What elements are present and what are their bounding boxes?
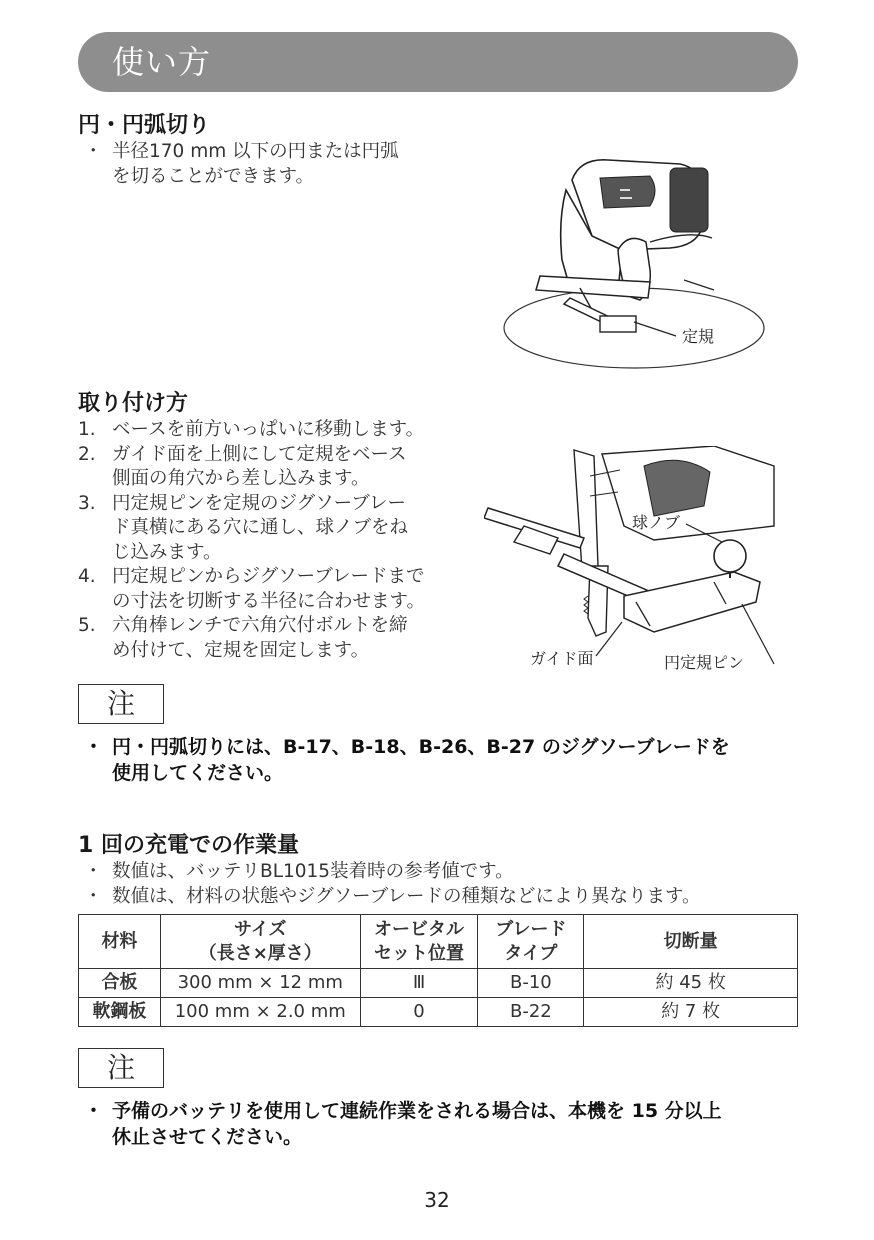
- step-5: [78, 614, 478, 663]
- note-1-text: [84, 734, 844, 786]
- work-notes: [84, 860, 844, 909]
- label-ruler: 定規: [682, 327, 715, 346]
- note-2-line-1: 予備のバッテリを使用して連続作業をされる場合は、本機を 15 分以上: [112, 1100, 722, 1122]
- note-2-text: [84, 1098, 844, 1150]
- bullet: ・: [84, 736, 104, 758]
- guide-rule-figure: [484, 446, 784, 674]
- label-ball-knob: 球ノブ: [632, 513, 681, 532]
- step-4-line-2: の寸法を切断する半径に合わせます。: [112, 590, 426, 612]
- bullet: ・: [84, 861, 103, 882]
- note-1-line-2: 使用してください。: [112, 762, 284, 784]
- page-title: 使い方: [112, 43, 212, 81]
- table-row: [79, 969, 798, 998]
- bullet: ・: [84, 885, 103, 907]
- table-header-row: [79, 915, 798, 969]
- step-number: 3.: [78, 492, 96, 514]
- cell-size: 100 mm × 2.0 mm: [160, 998, 360, 1027]
- step-number: 4.: [78, 566, 96, 587]
- step-2-line-2: 側面の角穴から差し込みます。: [112, 468, 370, 489]
- step-number: 1.: [78, 419, 96, 440]
- col-blade: [478, 915, 584, 969]
- step-number: 2.: [78, 443, 96, 465]
- note-box: 注: [78, 1048, 164, 1088]
- step-3-line-1: 円定規ピンを定規のジグソーブレー: [112, 492, 406, 514]
- circle-cutting-line-2: を切ることができます。: [112, 165, 315, 187]
- col-orbital-line-1: オービタル: [374, 918, 465, 940]
- label-circle-pin: 円定規ピン: [664, 653, 745, 672]
- jigsaw-circle-figure: [500, 150, 770, 372]
- cell-cuts: 約 7 枚: [584, 998, 798, 1027]
- col-material: 材料: [79, 915, 161, 969]
- cell-orbital: 0: [360, 998, 478, 1027]
- step-number: 5.: [78, 615, 96, 636]
- note-1-line-1: 円・円弧切りには、B-17、B-18、B-26、B-27 のジグソーブレードを: [112, 736, 730, 758]
- step-3: [78, 492, 478, 566]
- work-note-2: 数値は、材料の状態やジグソーブレードの種類などにより異なります。: [112, 885, 701, 907]
- col-blade-line-1: ブレード: [495, 918, 567, 940]
- page-number: 32: [424, 1188, 450, 1212]
- step-4-line-1: 円定規ピンからジグソーブレードまで: [112, 566, 425, 587]
- list-item: [84, 860, 844, 885]
- cell-material: 合板: [79, 969, 161, 998]
- heading-work-per-charge: 1 回の充電での作業量: [78, 833, 299, 858]
- step-3-line-2: ド真横にある穴に通し、球ノブをね: [112, 517, 409, 538]
- cell-size: 300 mm × 12 mm: [160, 969, 360, 998]
- cell-material: 軟鋼板: [79, 998, 161, 1027]
- heading-attach: 取り付け方: [78, 391, 189, 416]
- step-1-line-1: ベースを前方いっぱいに移動します。: [112, 419, 425, 440]
- col-orbital: [360, 915, 478, 969]
- step-3-line-3: じ込みます。: [112, 541, 222, 563]
- col-size-line-2: （長さ×厚さ）: [198, 942, 322, 964]
- step-2: [78, 443, 478, 492]
- step-4: [78, 565, 478, 614]
- col-cuts: 切断量: [584, 915, 798, 969]
- circle-cutting-line-1: 半径170 mm 以下の円または円弧: [112, 141, 399, 162]
- attach-steps: [78, 418, 478, 663]
- work-table: [78, 914, 798, 1027]
- col-blade-line-2: タイプ: [504, 942, 558, 964]
- heading-circle-cutting: 円・円弧切り: [78, 113, 211, 138]
- step-5-line-1: 六角棒レンチで六角穴付ボルトを締: [112, 615, 408, 636]
- circle-cutting-text: [84, 140, 484, 189]
- list-item: [84, 885, 844, 910]
- step-1: [78, 418, 478, 443]
- step-5-line-2: め付けて、定規を固定します。: [112, 639, 370, 661]
- col-orbital-line-2: セット位置: [374, 942, 465, 964]
- cell-blade: B-22: [478, 998, 584, 1027]
- col-size: [160, 915, 360, 969]
- bullet: ・: [84, 1100, 104, 1122]
- note-box: 注: [78, 684, 164, 724]
- work-note-1: 数値は、バッテリBL1015装着時の参考値です。: [112, 861, 514, 882]
- step-2-line-1: ガイド面を上側にして定規をベース: [112, 443, 407, 465]
- col-size-line-1: サイズ: [233, 918, 287, 940]
- cell-cuts: 約 45 枚: [584, 969, 798, 998]
- table-row: [79, 998, 798, 1027]
- cell-orbital: Ⅲ: [360, 969, 478, 998]
- cell-blade: B-10: [478, 969, 584, 998]
- label-guide-face: ガイド面: [530, 649, 594, 668]
- bullet: ・: [84, 141, 103, 162]
- note-2-line-2: 休止させてください。: [112, 1126, 303, 1148]
